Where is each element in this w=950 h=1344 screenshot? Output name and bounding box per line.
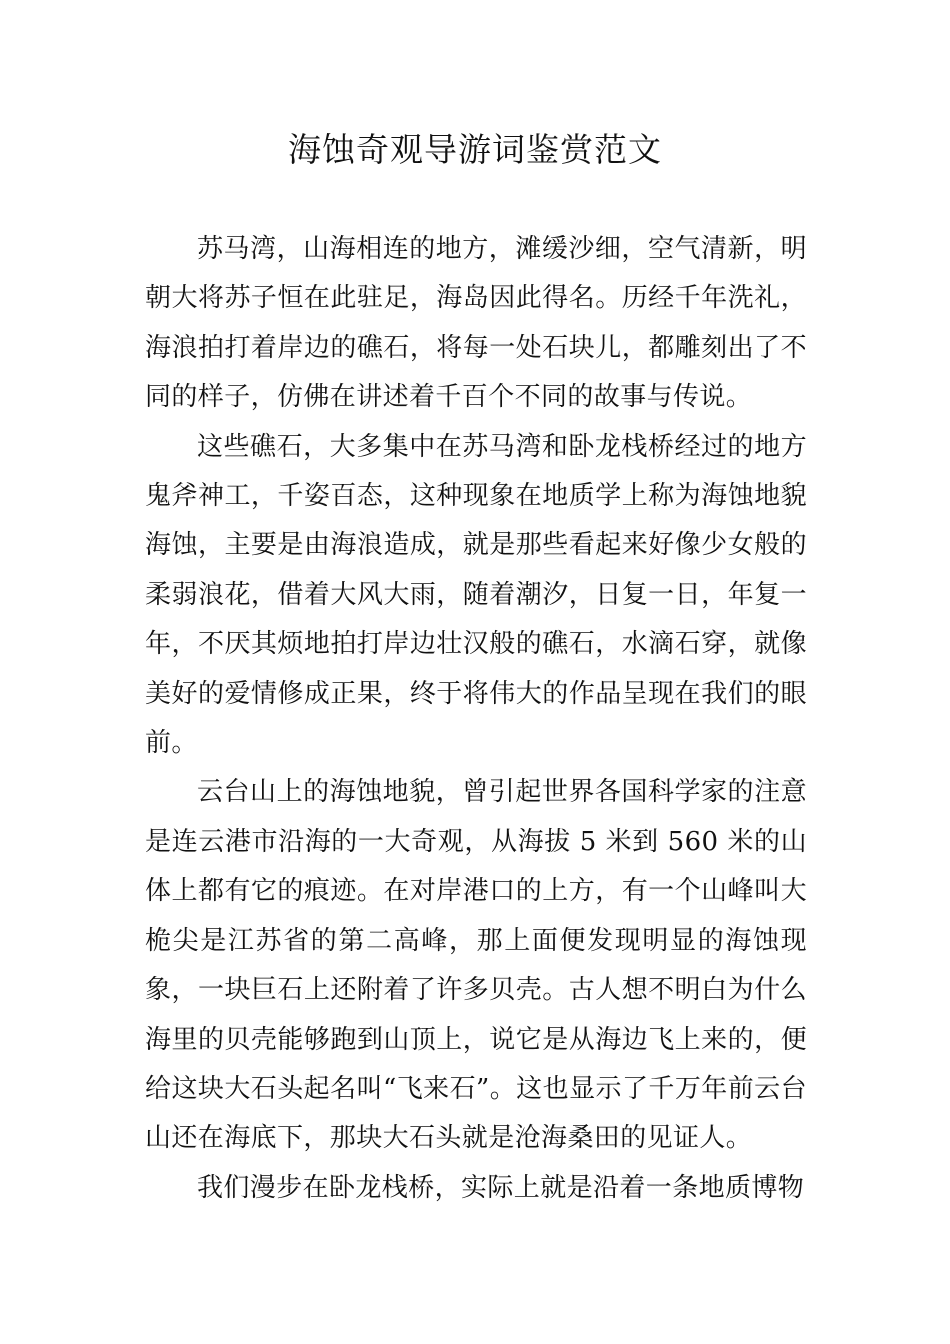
document-title: 海蚀奇观导游词鉴赏范文 [288,130,662,169]
paragraph-4: 我们漫步在卧龙栈桥，实际上就是沿着一条地质博物 [197,1172,805,1203]
paragraph-1: 苏马湾，山海相连的地方，滩缓沙细，空气清新，明朝大将苏子恒在此驻足，海岛因此得名。历经千年洗礼，海浪拍打着岸边的礁石，将每一处石块儿，都雕刻出了不同的样子，仿佛在讲述着千百个不同的故事与传说。 [145,234,807,413]
paragraph-2: 这些礁石，大多集中在苏马湾和卧龙栈桥经过的地方鬼斧神工，千姿百态，这种现象在地质学上称为海蚀地貌海蚀，主要是由海浪造成，就是那些看起来好像少女般的柔弱浪花，借着大风大雨，随着潮汐，日复一日，年复一年，不厌其烦地拍打岸边壮汉般的礁石，水滴石穿，就像美好的爱情修成正果，终于将伟大的作品呈现在我们的眼前。 [145,431,807,759]
paragraph-3: 云台山上的海蚀地貌，曾引起世界各国科学家的注意是连云港市沿海的一大奇观，从海拔 5 米到 560 米的山体上都有它的痕迹。在对岸港口的上方，有一个山峰叫大桅尖是江苏省的第二高峰，那上面便发现明显的海蚀现象，一块巨石上还附着了许多贝壳。古人想不明白为什么海里的贝壳能够跑到山顶上，说它是从海边飞上来的，便给这块大石头起名叫“飞来石”。这也显示了千万年前云台山还在海底下，那块大石头就是沧海桑田的见证人。 [145,777,807,1154]
document-body [145,225,807,1213]
